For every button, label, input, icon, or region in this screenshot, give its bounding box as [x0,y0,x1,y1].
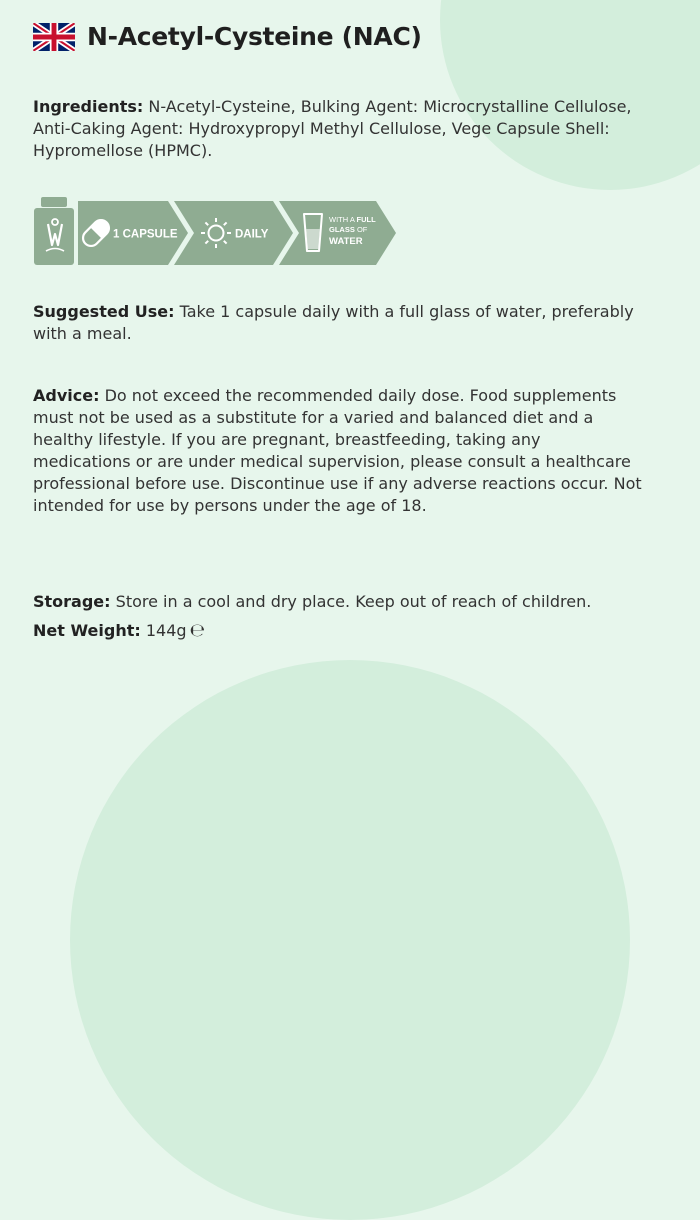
uk-flag-icon [33,23,75,51]
capsule-label: 1 CAPSULE [113,228,178,241]
net-weight-value: 144g [145,621,187,640]
suggested-use-text: Take 1 capsule daily with a full glass of water, preferably with a meal. [33,302,634,343]
storage-section [33,591,643,613]
net-weight-section [33,620,643,642]
supplement-jar-icon [34,197,74,265]
product-title: N-Acetyl-Cysteine (NAC) [87,22,422,51]
suggested-use-label: Suggested Use: [33,302,175,321]
ingredients-label: Ingredients: [33,97,144,116]
water-line-2: GLASS OF [329,225,368,234]
dosage-banner [34,193,398,267]
background-circle-bottom [70,660,630,1220]
daily-chevron [174,201,293,265]
water-line-3: WATER [329,236,363,247]
daily-label: DAILY [235,228,269,241]
ingredients-section [33,96,643,162]
suggested-use-section [33,301,643,345]
advice-label: Advice: [33,386,100,405]
water-line-1: WITH A FULL [329,215,376,224]
estimated-sign-icon: ℮ [189,620,205,641]
advice-section [33,385,643,517]
storage-label: Storage: [33,592,111,611]
net-weight-label: Net Weight: [33,621,141,640]
ingredients-text: N-Acetyl-Cysteine, Bulking Agent: Microcrystalline Cellulose, Anti-Caking Agent: Hydroxypropyl Methyl Cellulose, Vege Capsule Shell: Hypromellose (HPMC). [33,97,632,160]
advice-text: Do not exceed the recommended daily dose. Food supplements must not be used as a substitute for a varied and balanced diet and a healthy lifestyle. If you are pregnant, breastfeeding, taking any medications or are under medical supervision, please consult a healthcare professional before use. Discontinue use if any adverse reactions occur. Not intended for use by persons under the age of 18. [33,386,642,515]
product-header [33,22,422,51]
storage-text: Store in a cool and dry place. Keep out of reach of children. [115,592,592,611]
